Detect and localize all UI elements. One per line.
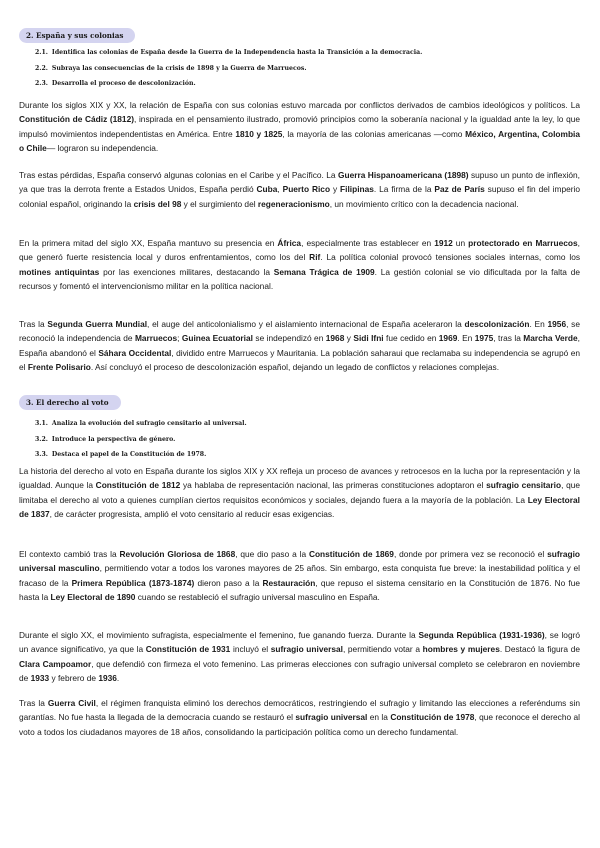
bold-text: motines antiquintas xyxy=(19,266,100,277)
bold-text: 1936 xyxy=(98,672,117,683)
text-run: Tras estas pérdidas, España conservó algunas colonias en el Caribe y el Pacífico. La xyxy=(19,170,338,180)
text-run: dieron paso a la xyxy=(194,577,263,588)
bold-text: sufragio universal xyxy=(295,712,368,723)
bold-text: Rif xyxy=(309,252,321,263)
bold-text: 1969 xyxy=(438,333,458,344)
text-run: , el régimen franquista eliminó los derechos democráticos, restringiendo el sufragio y limitando las elecciones a referéndums sin garantías. No fue hasta la llegada de la democracia cuando se restauró el xyxy=(19,698,580,723)
bold-text: Primera República (1873-1874) xyxy=(71,577,195,588)
paragraph xyxy=(19,696,580,739)
bold-text: sufragio censitario xyxy=(486,480,562,491)
bold-text: Sáhara Occidental xyxy=(98,347,172,358)
text-run: , el auge del anticolonialismo y el aislamiento internacional de España aceleraron la xyxy=(147,319,465,329)
text-run: incluyó el xyxy=(230,644,271,655)
section-3-title: 3. El derecho al voto xyxy=(19,395,121,410)
bold-text: Ley Electoral de 1890 xyxy=(50,591,136,602)
bold-text: Marruecos xyxy=(134,333,178,344)
paragraph xyxy=(19,628,580,685)
bold-text: Constitución de Cádiz (1812) xyxy=(19,114,134,125)
text-run: en la xyxy=(367,712,391,723)
text-run: , que reconoce el derecho al voto a todos los ciudadanos mayores de 18 años, consolidando la participación política como un derecho fundamental. xyxy=(19,712,581,737)
bold-text: Clara Campoamor xyxy=(19,658,92,669)
bold-text: 1975 xyxy=(474,333,494,344)
text-run: , xyxy=(277,184,283,195)
paragraph xyxy=(19,317,580,374)
subpoint: 3.3. Destaca el papel de la Constitución de 1978. xyxy=(35,451,207,458)
text-run: , que generó fuerte resistencia local y duros enfrentamientos, como los del xyxy=(19,238,580,263)
text-run: , de carácter progresista, amplió el voto censitario al reducir esas exigencias. xyxy=(49,508,335,519)
bold-text: Cuba xyxy=(256,184,278,195)
text-run: . En xyxy=(457,333,475,344)
subpoint: 3.2. Introduce la perspectiva de género. xyxy=(35,435,176,443)
bold-text: sufragio universal masculino xyxy=(19,549,581,574)
bold-text: 1912 xyxy=(434,238,453,248)
bold-text: 1956 xyxy=(547,319,567,329)
bold-text: Ley Electoral de 1837 xyxy=(19,494,580,519)
bold-text: Semana Trágica de 1909 xyxy=(273,266,375,277)
text-run: y el surgimiento del xyxy=(181,198,258,209)
paragraph xyxy=(19,236,580,293)
text-run: . xyxy=(116,672,120,683)
subpoint: 2.1. Identifica las colonias de España desde la Guerra de la Independencia hasta la Transición a la democracia. xyxy=(35,49,423,56)
text-run: , especialmente tras establecer en xyxy=(301,238,435,248)
paragraph xyxy=(19,547,580,604)
bold-text: Filipinas xyxy=(340,184,374,195)
text-run: . Así concluyó el proceso de descolonización español, dejando un legado de conflictos y relaciones complejas. xyxy=(90,361,500,372)
section-3-subpoints xyxy=(35,416,247,463)
section-2-title: 2. España y sus colonias xyxy=(19,28,135,43)
text-run: supuso un punto de inflexión, ya que tras la derrota frente a Estados Unidos, España perdió xyxy=(19,170,580,195)
bold-text: Revolución Gloriosa de 1868 xyxy=(119,549,236,559)
text-run: , tras la xyxy=(493,333,524,344)
bold-text: África xyxy=(277,238,302,248)
bold-text: Guerra Civil xyxy=(47,698,96,708)
bold-text: Constitución de 1931 xyxy=(145,644,231,655)
text-run: En la primera mitad del siglo XX, España mantuvo su presencia en xyxy=(19,238,278,248)
text-run: . La política colonial provocó tensiones sociales internas, como los xyxy=(320,252,581,263)
text-run: . Destacó la figura de xyxy=(499,644,581,655)
text-run: , la mayoría de las colonias americanas —como xyxy=(282,128,466,139)
text-run: , inspirada en el pensamiento ilustrado, promovió principios como la soberanía nacional y la igualdad ante la ley, lo que impulsó movimientos independentistas en América. Entre xyxy=(19,114,581,139)
text-run: Durante los siglos XIX y XX, la relación de España con sus colonias estuvo marcada por conflictos derivados de cambios ideológicos y políticos. La xyxy=(19,100,580,110)
text-run: , que dio paso a la xyxy=(235,549,309,559)
text-run: Tras la xyxy=(19,698,48,708)
bold-text: protectorado en Marruecos xyxy=(468,238,578,248)
text-run: , permitiendo votar a todos los varones mayores de 25 años. Sin embargo, esta conquista fue breve: la inestabilidad política y el fracaso de la xyxy=(19,563,580,588)
text-run: La historia del derecho al voto en España durante los siglos XIX y XX refleja un proceso de avances y retrocesos en la lucha por la representación y la igualdad. Aunque la xyxy=(19,466,580,491)
text-run: . La firma de la xyxy=(373,184,435,195)
bold-text: Restauración xyxy=(262,577,316,588)
subpoint: 2.3. Desarrolla el proceso de descolonización. xyxy=(35,80,196,87)
text-run: , España abandonó el xyxy=(19,333,580,358)
text-run: , se reconoció la independencia de xyxy=(19,319,580,344)
text-run: cuando se restableció el sufragio universal masculino en España. xyxy=(135,591,380,602)
text-run: — lograron su independencia. xyxy=(46,142,159,153)
text-run: , donde por primera vez se reconoció el xyxy=(393,549,548,559)
text-run: fue cedido en xyxy=(383,333,439,344)
text-run: ; xyxy=(177,333,182,344)
text-run: por las exenciones militares, destacando la xyxy=(99,266,274,277)
paragraph xyxy=(19,168,580,211)
text-run: y xyxy=(330,184,341,195)
text-run: , dividido entre Marruecos y Mauritania. La población saharaui que reclamaba su independencia se agrupó en el xyxy=(19,347,580,372)
subpoint: 3.1. Analiza la evolución del sufragio censitario al universal. xyxy=(35,420,247,427)
text-run: El contexto cambió tras la xyxy=(19,549,120,559)
bold-text: Constitución de 1869 xyxy=(308,549,394,559)
bold-text: Paz de París xyxy=(434,184,485,195)
text-run: , se logró un avance significativo, ya que la xyxy=(19,630,580,655)
section-2-subpoints xyxy=(35,45,422,92)
paragraph xyxy=(19,98,580,155)
bold-text: crisis del 98 xyxy=(133,198,182,209)
text-run: . La gestión colonial se vio dificultada por la falta de recursos y fomentó el intervencionismo militar en la política nacional. xyxy=(19,266,580,291)
text-run: un xyxy=(452,238,469,248)
bold-text: Segunda República (1931-1936) xyxy=(418,630,545,640)
text-run: y febrero de xyxy=(49,672,99,683)
text-run: . En xyxy=(529,319,548,329)
bold-text: Constitución de 1812 xyxy=(95,480,181,491)
bold-text: 1933 xyxy=(30,672,50,683)
bold-text: 1968 xyxy=(325,333,345,344)
text-run: , que limitaba el derecho al voto a quienes cumplían ciertos requisitos económicos y sociales, dejando fuera a la mayoría de la población. La xyxy=(19,480,581,505)
bold-text: sufragio universal xyxy=(270,644,343,655)
bold-text: hombres y mujeres xyxy=(422,644,500,655)
text-run: , permitiendo votar a xyxy=(342,644,423,655)
bold-text: descolonización xyxy=(464,319,530,329)
bold-text: Segunda Guerra Mundial xyxy=(47,319,148,329)
subpoint: 2.2. Subraya las consecuencias de la crisis de 1898 y la Guerra de Marruecos. xyxy=(35,64,307,72)
bold-text: Frente Polisario xyxy=(27,361,91,372)
text-run: , que defendió con firmeza el voto femenino. Las primeras elecciones con sufragio universal completo se celebraron en noviembre de xyxy=(19,658,581,683)
bold-text: regeneracionismo xyxy=(257,198,330,209)
text-run: ya hablaba de representación nacional, las primeras constituciones adoptaron el xyxy=(180,480,487,491)
bold-text: México, Argentina, Colombia o Chile xyxy=(19,128,580,153)
text-run: , que repuso el sistema censitario en la Constitución de 1876. No fue hasta la xyxy=(19,577,581,602)
text-run: Durante el siglo XX, el movimiento sufragista, especialmente el femenino, fue ganando fuerza. Durante la xyxy=(19,630,419,640)
paragraph xyxy=(19,464,580,521)
text-run: y xyxy=(344,333,354,344)
bold-text: Guerra Hispanoamericana (1898) xyxy=(338,170,469,180)
bold-text: 1810 y 1825 xyxy=(235,128,283,139)
bold-text: Guinea Ecuatorial xyxy=(181,333,253,344)
bold-text: Puerto Rico xyxy=(282,184,331,195)
text-run: se independizó en xyxy=(252,333,326,344)
bold-text: Sidi Ifni xyxy=(353,333,384,344)
bold-text: Marcha Verde xyxy=(523,333,578,344)
text-run: , un movimiento crítico con la decadencia nacional. xyxy=(329,198,519,209)
text-run: Tras la xyxy=(19,319,48,329)
bold-text: Constitución de 1978 xyxy=(390,712,475,723)
text-run: supuso el fin del imperio colonial español, originando la xyxy=(19,184,581,209)
